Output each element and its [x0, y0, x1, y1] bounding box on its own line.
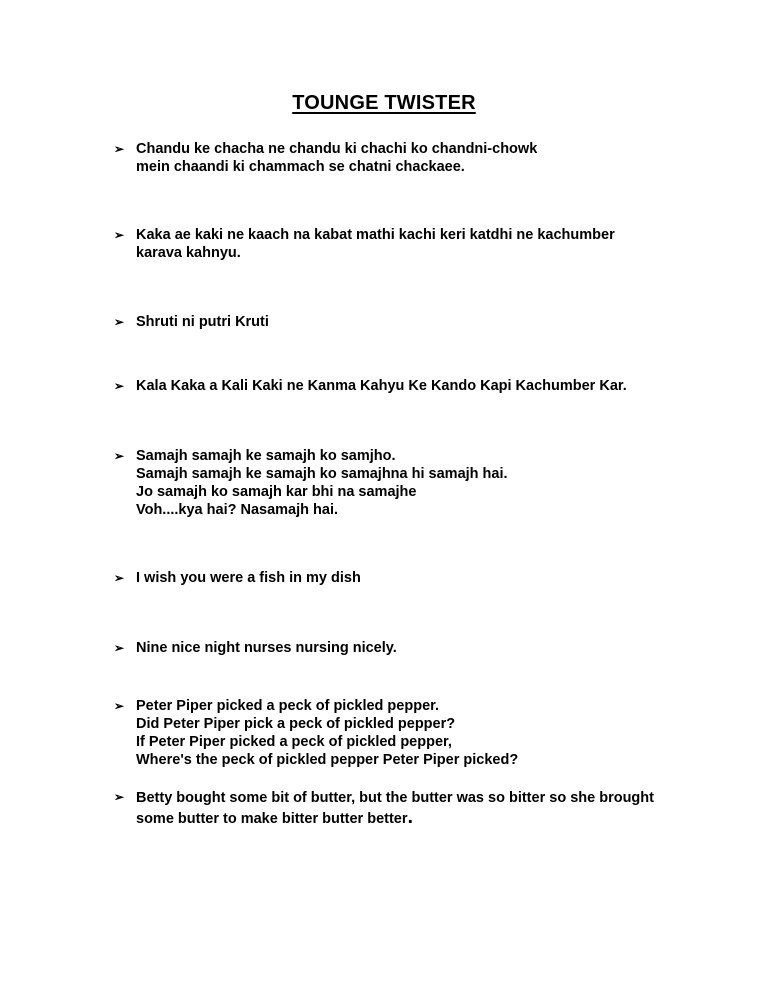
arrow-bullet-icon: ➢	[114, 699, 125, 713]
tongue-twister-item-8	[114, 697, 714, 769]
item-line: Nine nice night nurses nursing nicely.	[136, 640, 397, 656]
arrow-bullet-icon: ➢	[114, 315, 125, 329]
item-line: Kala Kaka a Kali Kaki ne Kanma Kahyu Ke Kando Kapi Kachumber Kar.	[136, 378, 627, 394]
arrow-bullet-icon: ➢	[114, 379, 125, 393]
item-line: Voh....kya hai? Nasamajh hai.	[136, 502, 338, 518]
tongue-twister-item-5	[114, 447, 714, 519]
item-line: Chandu ke chacha ne chandu ki chachi ko chandni-chowk	[136, 141, 538, 157]
item-line: karava kahnyu.	[136, 245, 241, 261]
arrow-bullet-icon: ➢	[114, 449, 125, 463]
tongue-twister-item-3	[114, 313, 714, 331]
item-line: Betty bought some bit of butter, but the butter was so bitter so she brought	[136, 790, 654, 806]
arrow-bullet-icon: ➢	[114, 571, 125, 585]
page-title: TOUNGE TWISTER	[292, 92, 476, 114]
item-line: Samajh samajh ke samajh ko samajhna hi samajh hai.	[136, 466, 508, 482]
arrow-bullet-icon: ➢	[114, 790, 125, 804]
item-line	[136, 808, 714, 829]
tongue-twister-item-2	[114, 226, 714, 262]
tongue-twister-item-4	[114, 377, 714, 395]
tongue-twister-item-9	[114, 788, 714, 829]
item-line: Jo samajh ko samajh kar bhi na samajhe	[136, 484, 417, 500]
arrow-bullet-icon: ➢	[114, 228, 125, 242]
tongue-twister-item-7	[114, 639, 714, 657]
arrow-bullet-icon: ➢	[114, 142, 125, 156]
item-end-mark: .	[407, 806, 414, 828]
item-line: Samajh samajh ke samajh ko samjho.	[136, 448, 396, 464]
arrow-bullet-icon: ➢	[114, 641, 125, 655]
item-line: I wish you were a fish in my dish	[136, 570, 361, 586]
tongue-twister-item-6	[114, 569, 714, 587]
item-line: Shruti ni putri Kruti	[136, 314, 269, 330]
item-line: Where's the peck of pickled pepper Peter Piper picked?	[136, 752, 519, 768]
tongue-twister-item-1	[114, 140, 714, 176]
item-line: Kaka ae kaki ne kaach na kabat mathi kachi keri katdhi ne kachumber	[136, 227, 615, 243]
item-line: Peter Piper picked a peck of pickled pepper.	[136, 698, 440, 714]
item-line: If Peter Piper picked a peck of pickled pepper,	[136, 734, 452, 750]
item-line: Did Peter Piper pick a peck of pickled pepper?	[136, 716, 456, 732]
item-line-text: some butter to make bitter butter better	[136, 811, 408, 827]
item-line: mein chaandi ki chammach se chatni chackaee.	[136, 159, 465, 175]
